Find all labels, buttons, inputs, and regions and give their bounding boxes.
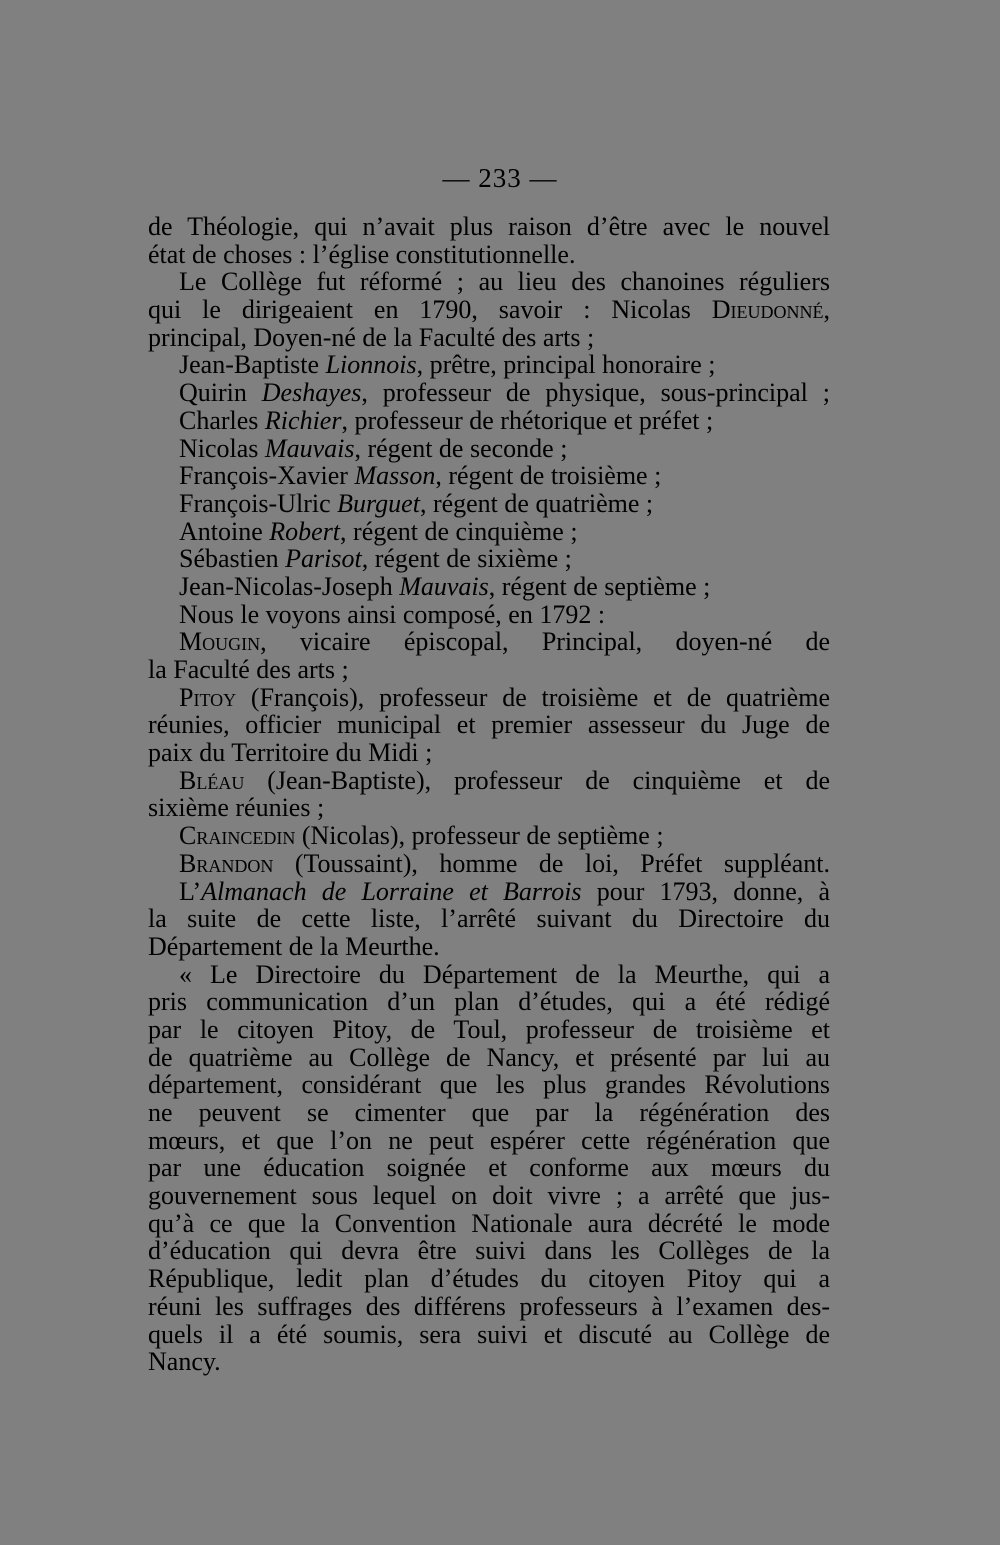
text-segment: département, considérant que les plus grandes Révolutions [148, 1070, 830, 1100]
text-segment: , régent de troisième ; [435, 461, 662, 491]
text-segment: Jean-Baptiste [179, 350, 326, 380]
text-segment: Quirin [179, 378, 262, 408]
text-segment: qu’à ce que la Convention Nationale aura décrété le mode [148, 1208, 830, 1238]
text-segment: Antoine [179, 516, 270, 546]
text-segment: François-Xavier [179, 461, 355, 491]
text-line [148, 1237, 830, 1265]
text-line [148, 518, 830, 546]
text-segment: , vicaire épiscopal, Principal, doyen-né de [260, 627, 830, 657]
italic-name: Almanach de Lorraine et Barrois [201, 876, 582, 906]
text-line [148, 656, 830, 684]
italic-name: Burguet [337, 488, 420, 518]
text-segment: , professeur de rhétorique et préfet ; [341, 405, 714, 435]
text-line [148, 490, 830, 518]
text-line [148, 1127, 830, 1155]
text-line [148, 462, 830, 490]
small-caps-name: Craincedin [179, 821, 296, 851]
text-segment: François-Ulric [179, 488, 338, 518]
text-segment: la suite de cette liste, l’arrêté suivant du Directoire du [148, 904, 830, 934]
text-line [148, 296, 830, 324]
text-line [148, 684, 830, 712]
text-segment: (Toussaint), homme de loi, Préfet suppléant. [273, 848, 830, 878]
text-line [148, 850, 830, 878]
text-line [148, 573, 830, 601]
text-segment: réunies, officier municipal et premier assesseur du Juge de [148, 710, 830, 740]
text-segment: paix du Territoire du Midi ; [148, 738, 433, 768]
text-line [148, 1293, 830, 1321]
text-line [148, 905, 830, 933]
text-segment: par le citoyen Pitoy, de Toul, professeur de troisième et [148, 1014, 830, 1044]
body-text [148, 213, 830, 1376]
text-line [148, 1099, 830, 1127]
text-line [148, 1016, 830, 1044]
text-segment: « Le Directoire du Département de la Meurthe, qui a [179, 959, 830, 989]
text-line [148, 794, 830, 822]
text-segment: mœurs, et que l’on ne peut espérer cette régénération que [148, 1125, 830, 1155]
italic-name: Robert [269, 516, 341, 546]
text-segment: gouvernement sous lequel on doit vivre ; a arrêté que jus- [148, 1181, 830, 1211]
text-line [148, 268, 830, 296]
text-line [148, 767, 830, 795]
text-line [148, 988, 830, 1016]
text-segment: , régent de seconde ; [354, 433, 568, 463]
italic-name: Mauvais [264, 433, 355, 463]
text-line [148, 711, 830, 739]
text-line [148, 1348, 830, 1376]
text-segment: Jean-Nicolas-Joseph [179, 571, 400, 601]
text-line [148, 739, 830, 767]
text-segment: ne peuvent se cimenter que par la régénération des [148, 1098, 830, 1127]
text-line [148, 1321, 830, 1349]
text-segment: principal, Doyen-né de la Faculté des arts ; [148, 322, 595, 352]
text-segment: pour 1793, donne, à [581, 876, 830, 906]
text-line [148, 545, 830, 573]
small-caps-name: Mougin [179, 627, 261, 657]
text-segment: quels il a été soumis, sera suivi et discuté au Collège de [148, 1319, 830, 1349]
text-line [148, 601, 830, 629]
text-line [148, 1044, 830, 1072]
text-segment: , régent de sixième ; [361, 544, 572, 574]
text-line [148, 1154, 830, 1182]
text-segment: la Faculté des arts ; [148, 655, 349, 684]
italic-name: Mauvais [399, 571, 489, 601]
italic-name: Richier [264, 405, 342, 435]
text-segment: , régent de septième ; [488, 571, 711, 601]
text-line [148, 1265, 830, 1293]
italic-name: Masson [354, 461, 436, 491]
text-line [148, 878, 830, 906]
text-line [148, 435, 830, 463]
text-segment: (Jean-Baptiste), professeur de cinquième et de [244, 765, 830, 795]
text-segment: qui le dirigeaient en 1790, savoir : Nicolas [148, 295, 712, 325]
text-segment: de quatrième au Collège de Nancy, et présenté par lui au [148, 1042, 830, 1072]
text-segment: Nancy. [148, 1347, 221, 1377]
small-caps-name: Brandon [179, 848, 274, 878]
text-segment: République, ledit plan d’études du citoyen Pitoy qui a [148, 1264, 830, 1294]
page-number: — 233 — [442, 163, 558, 193]
text-line [148, 822, 830, 850]
text-line [148, 213, 830, 241]
italic-name: Deshayes [261, 378, 362, 408]
text-segment: (Nicolas), professeur de septième ; [295, 821, 664, 851]
text-line [148, 961, 830, 989]
text-segment: pris communication d’un plan d’études, qui a été rédigé [148, 987, 830, 1017]
text-segment: réuni les suffrages des différens professeurs à l’examen des- [148, 1291, 830, 1321]
text-segment: , régent de cinquième ; [340, 516, 578, 546]
text-segment: de Théologie, qui n’avait plus raison d’être avec le nouvel [148, 212, 830, 241]
text-segment: Charles [179, 405, 265, 435]
text-segment: , régent de quatrième ; [419, 488, 654, 518]
text-segment: Nous le voyons ainsi composé, en 1792 : [179, 599, 606, 629]
text-line [148, 379, 830, 407]
small-caps-name: Bléau [179, 765, 245, 795]
text-line [148, 1210, 830, 1238]
text-segment: Le Collège fut réformé ; au lieu des chanoines réguliers [179, 267, 830, 297]
text-segment: , prêtre, principal honoraire ; [416, 350, 716, 380]
text-segment: Département de la Meurthe. [148, 931, 440, 961]
text-segment: état de choses : l’église constitutionnelle. [148, 239, 576, 269]
text-line [148, 933, 830, 961]
text-line [148, 628, 830, 656]
italic-name: Lionnois [325, 350, 417, 380]
italic-name: Parisot [285, 544, 362, 574]
text-line [148, 241, 830, 269]
text-segment: Sébastien [179, 544, 286, 574]
text-segment: par une éducation soignée et conforme aux mœurs du [148, 1153, 830, 1183]
text-line [148, 351, 830, 379]
text-segment: , [823, 295, 830, 325]
text-segment: L’ [179, 876, 202, 906]
text-line [148, 1182, 830, 1210]
text-segment: Nicolas [179, 433, 265, 463]
text-line [148, 324, 830, 352]
text-segment: d’éducation qui devra être suivi dans les Collèges de la [148, 1236, 830, 1266]
small-caps-name: Pitoy [179, 682, 237, 712]
text-segment: (François), professeur de troisième et de quatrième [236, 682, 830, 712]
small-caps-name: Dieudonné [711, 295, 824, 325]
text-line [148, 1071, 830, 1099]
text-segment: , professeur de physique, sous-principal ; [361, 378, 830, 408]
text-segment: sixième réunies ; [148, 793, 325, 823]
text-line [148, 407, 830, 435]
